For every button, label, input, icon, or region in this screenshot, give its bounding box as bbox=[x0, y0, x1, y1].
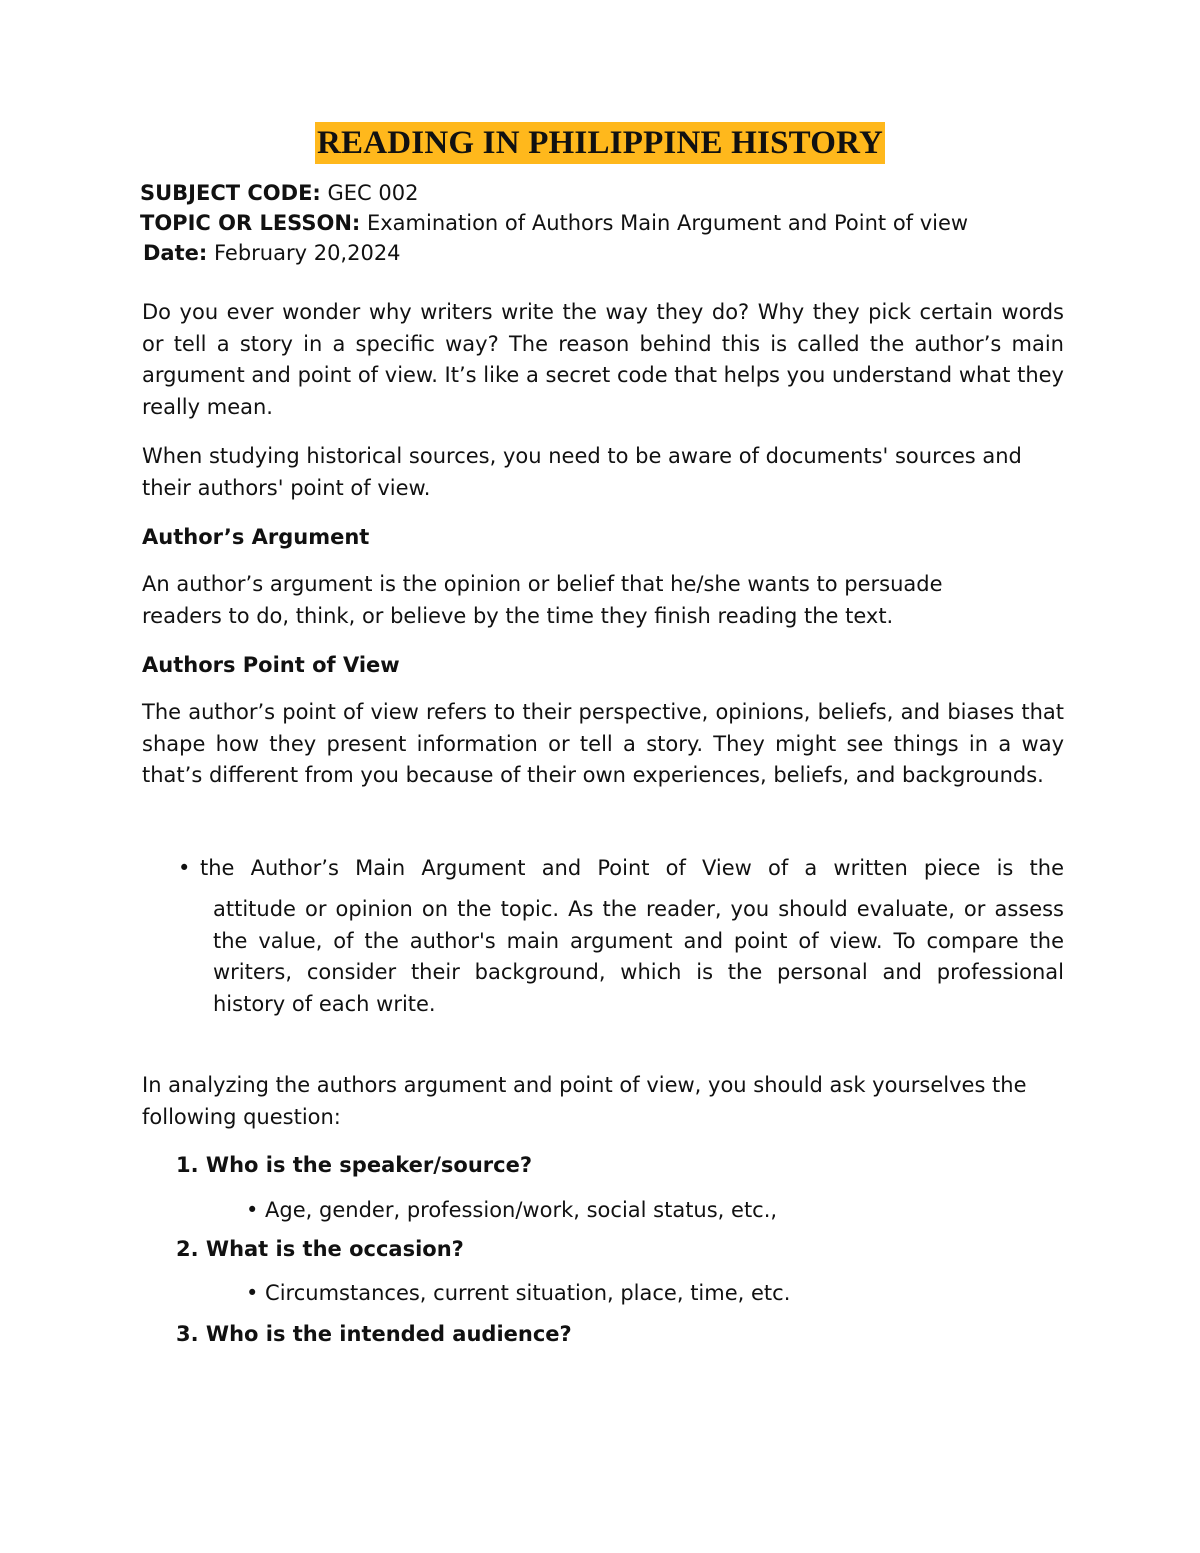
point-of-view-paragraph: The author’s point of view refers to their perspective, opinions, beliefs, and biases that shape how they present information or tell a story. They might see things in a way that’s different from you because of their own experiences, beliefs, and backgrounds. bbox=[142, 700, 1064, 787]
argument-heading: Author’s Argument bbox=[142, 525, 370, 549]
point-of-view-heading: Authors Point of View bbox=[142, 653, 400, 677]
date-value: February 20,2024 bbox=[207, 241, 401, 265]
topic-value: Examination of Authors Main Argument and Point of view bbox=[360, 211, 969, 235]
subject-code-value: GEC 002 bbox=[320, 181, 419, 205]
topic-label: TOPIC OR LESSON: bbox=[140, 211, 361, 235]
subject-code-line bbox=[140, 178, 418, 208]
question-2-detail: • Circumstances, current situation, place, time, etc. bbox=[246, 1281, 791, 1305]
topic-line bbox=[140, 208, 968, 238]
question-1-detail: • Age, gender, profession/work, social status, etc., bbox=[246, 1198, 778, 1222]
title-wrapper bbox=[0, 122, 1200, 164]
question-2: 2. What is the occasion? bbox=[176, 1237, 464, 1261]
bullet-continuation: attitude or opinion on the topic. As the reader, you should evaluate, or assess the value, of the author's main argument and point of view. To compare the writers, consider their background, which is the personal and professional history of each write. bbox=[213, 897, 1064, 1016]
date-label: Date: bbox=[143, 241, 208, 265]
bullet-marker: • bbox=[178, 856, 191, 880]
argument-paragraph: An author’s argument is the opinion or belief that he/she wants to persuade readers to do, think, or believe by the time they finish reading the text. bbox=[142, 572, 943, 628]
question-3: 3. Who is the intended audience? bbox=[176, 1322, 572, 1346]
bullet-first-line bbox=[178, 852, 1064, 884]
analysis-intro: In analyzing the authors argument and point of view, you should ask yourselves the following question: bbox=[142, 1073, 1027, 1129]
question-1: 1. Who is the speaker/source? bbox=[176, 1153, 533, 1177]
bullet-item bbox=[178, 852, 1064, 1020]
document-title: READING IN PHILIPPINE HISTORY bbox=[315, 122, 885, 164]
intro-paragraph-2: When studying historical sources, you need to be aware of documents' sources and their authors' point of view. bbox=[142, 444, 1022, 500]
intro-paragraph-1: Do you ever wonder why writers write the way they do? Why they pick certain words or tell a story in a specific way? The reason behind this is called the author’s main argument and point of view. It’s like a secret code that helps you understand what they really mean. bbox=[142, 300, 1064, 419]
bullet-first-text: the Author’s Main Argument and Point of View of a written piece is the bbox=[200, 856, 1064, 880]
date-line bbox=[143, 238, 401, 268]
subject-code-label: SUBJECT CODE: bbox=[140, 181, 321, 205]
